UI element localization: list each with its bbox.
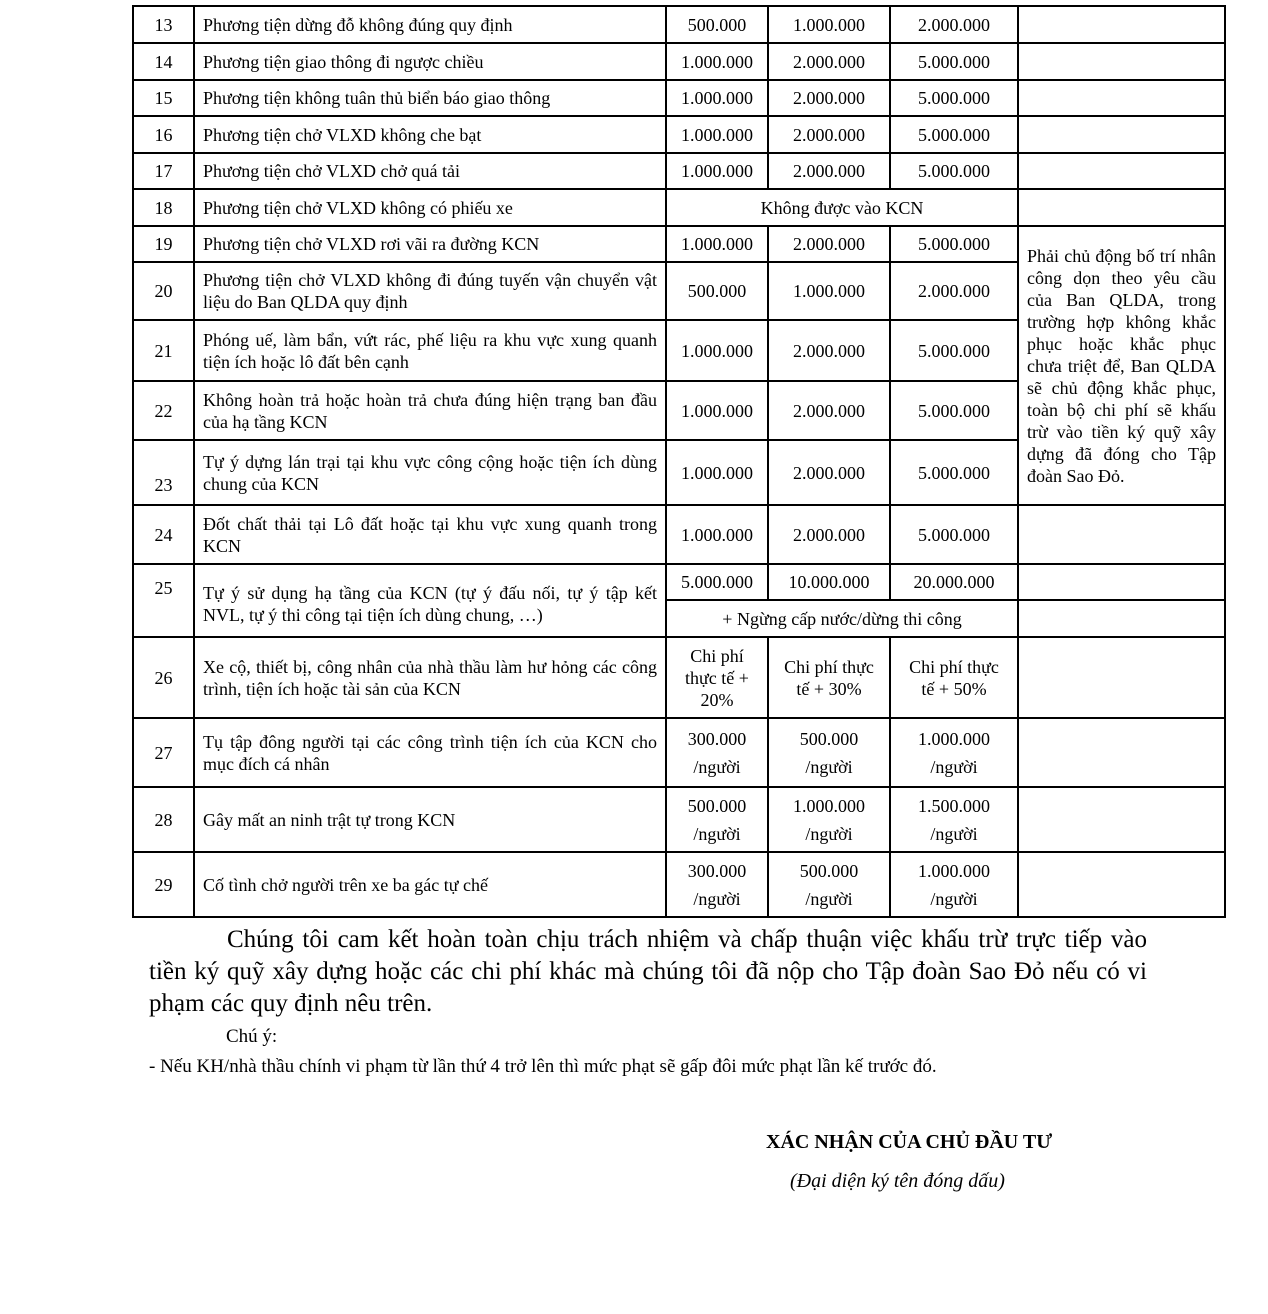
row-number: 19 [133, 226, 194, 262]
violation-description: Tụ tập đông người tại các công trình tiện ích của KCN cho mục đích cá nhân [194, 718, 666, 787]
note-cell-empty [1018, 505, 1225, 564]
note-cell-empty [1018, 43, 1225, 80]
fine-amount: 500.000 [799, 728, 859, 749]
fine-second: 2.000.000 [768, 505, 890, 564]
fine-third: 5.000.000 [890, 320, 1018, 381]
violation-description: Tự ý dựng lán trại tại khu vực công cộng hoặc tiện ích dùng chung của KCN [194, 440, 666, 505]
violation-description: Phương tiện chở VLXD rơi vãi ra đường KCN [194, 226, 666, 262]
table-row [133, 6, 1225, 43]
fine-merged: Không được vào KCN [666, 189, 1018, 226]
fine-third: 20.000.000 [890, 564, 1018, 600]
row-number: 25 [133, 564, 194, 637]
fine-second [768, 637, 890, 718]
note-label: Chú ý: [226, 1026, 278, 1047]
row-number: 29 [133, 852, 194, 917]
fine-third: 5.000.000 [890, 226, 1018, 262]
fine-unit: /người [805, 823, 853, 844]
fine-third: 5.000.000 [890, 43, 1018, 80]
fine-third: 2.000.000 [890, 6, 1018, 43]
fine-amount: 300.000 [687, 728, 747, 749]
fine-second: 2.000.000 [768, 440, 890, 505]
note-cell-empty [1018, 6, 1225, 43]
fine-third: 5.000.000 [890, 505, 1018, 564]
violation-description: Đốt chất thải tại Lô đất hoặc tại khu vực xung quanh trong KCN [194, 505, 666, 564]
fine-amount: 500.000 [799, 860, 859, 881]
fine-first: 1.000.000 [666, 43, 768, 80]
fine-second: 1.000.000 [768, 6, 890, 43]
fine-first: 1.000.000 [666, 116, 768, 153]
fine-second: 10.000.000 [768, 564, 890, 600]
fine-unit: /người [930, 888, 978, 909]
note-cell-empty [1018, 600, 1225, 637]
table-row [133, 153, 1225, 189]
fine-second [768, 852, 890, 917]
table-row [133, 80, 1225, 116]
fine-unit: /người [693, 888, 741, 909]
fine-third [890, 718, 1018, 787]
note-cell-empty [1018, 787, 1225, 852]
note-cell-empty [1018, 637, 1225, 718]
note-cell-empty [1018, 153, 1225, 189]
row-number: 22 [133, 381, 194, 440]
fine-first: 1.000.000 [666, 440, 768, 505]
fine-third [890, 637, 1018, 718]
fine-third [890, 787, 1018, 852]
commitment-paragraph: Chúng tôi cam kết hoàn toàn chịu trách nhiệm và chấp thuận việc khấu trừ trực tiếp vào tiền ký quỹ xây dựng hoặc các chi phí khác mà chúng tôi đã nộp cho Tập đoàn Sao Đỏ nếu có vi phạm các quy định nêu trên. [149, 926, 1147, 1017]
violation-description: Phương tiện chở VLXD không đi đúng tuyến vận chuyển vật liệu do Ban QLDA quy định [194, 262, 666, 320]
fine-second-line-2: tế + 30% [796, 678, 862, 699]
fine-first [666, 852, 768, 917]
violation-description: Tự ý sử dụng hạ tầng của KCN (tự ý đấu nối, tự ý tập kết NVL, tự ý thi công tại tiện ích dùng chung, …) [194, 564, 666, 637]
note-cell-empty [1018, 80, 1225, 116]
fine-second: 2.000.000 [768, 116, 890, 153]
fine-second: 2.000.000 [768, 153, 890, 189]
table-row [133, 505, 1225, 564]
fine-amount: 1.000.000 [793, 795, 865, 816]
fine-amount: 500.000 [687, 795, 747, 816]
violation-description: Gây mất an ninh trật tự trong KCN [194, 787, 666, 852]
fine-first [666, 787, 768, 852]
row-number: 18 [133, 189, 194, 226]
fine-first [666, 637, 768, 718]
fine-first: 1.000.000 [666, 320, 768, 381]
fine-first: 500.000 [666, 262, 768, 320]
row-number: 20 [133, 262, 194, 320]
note-cell-empty [1018, 718, 1225, 787]
table-row [133, 43, 1225, 80]
fine-first: 1.000.000 [666, 505, 768, 564]
fine-second [768, 787, 890, 852]
fine-unit: /người [805, 888, 853, 909]
fine-unit: /người [930, 823, 978, 844]
note-text: - Nếu KH/nhà thầu chính vi phạm từ lần thứ 4 trở lên thì mức phạt sẽ gấp đôi mức phạt lần kế trước đó. [149, 1056, 937, 1077]
fine-second: 2.000.000 [768, 320, 890, 381]
violation-description: Phương tiện chở VLXD không có phiếu xe [194, 189, 666, 226]
signature-subtitle: (Đại diện ký tên đóng dấu) [790, 1170, 1005, 1192]
fine-third: 5.000.000 [890, 80, 1018, 116]
fine-first-line-3: 20% [700, 689, 734, 710]
violation-description: Phương tiện chở VLXD chở quá tải [194, 153, 666, 189]
fine-third: 5.000.000 [890, 116, 1018, 153]
note-cell-empty [1018, 564, 1225, 600]
fine-amount: 1.500.000 [918, 795, 990, 816]
fine-third [890, 852, 1018, 917]
table-row [133, 226, 1225, 262]
row-number: 17 [133, 153, 194, 189]
fine-unit: /người [693, 756, 741, 777]
note-cell-empty [1018, 852, 1225, 917]
fine-unit: /người [805, 756, 853, 777]
remediation-note: Phải chủ động bố trí nhân công dọn theo yêu cầu của Ban QLDA, trong trường hợp không khắc phục hoặc khắc phục chưa triệt để, Ban QLDA sẽ chủ động khắc phục, toàn bộ chi phí sẽ khấu trừ vào tiền ký quỹ xây dựng đã đóng cho Tập đoàn Sao Đỏ. [1018, 226, 1225, 505]
fine-first [666, 718, 768, 787]
fine-third-line-2: tế + 50% [921, 678, 987, 699]
violation-description: Phương tiện dừng đỗ không đúng quy định [194, 6, 666, 43]
table-row [133, 637, 1225, 718]
row-number: 13 [133, 6, 194, 43]
fine-first-line-1: Chi phí [690, 645, 744, 666]
row-number: 14 [133, 43, 194, 80]
table-row [133, 116, 1225, 153]
row-number: 24 [133, 505, 194, 564]
row-number: 26 [133, 637, 194, 718]
fine-amount: 1.000.000 [918, 860, 990, 881]
row-number: 15 [133, 80, 194, 116]
fine-third: 5.000.000 [890, 153, 1018, 189]
violation-description: Xe cộ, thiết bị, công nhân của nhà thầu làm hư hỏng các công trình, tiện ích hoặc tài sản của KCN [194, 637, 666, 718]
fine-amount: 300.000 [687, 860, 747, 881]
note-cell-empty [1018, 116, 1225, 153]
row-number: 21 [133, 320, 194, 381]
table-row [133, 852, 1225, 917]
fine-unit: /người [930, 756, 978, 777]
fine-third: 2.000.000 [890, 262, 1018, 320]
additional-penalty: + Ngừng cấp nước/dừng thi công [666, 600, 1018, 637]
violation-description: Phương tiện chở VLXD không che bạt [194, 116, 666, 153]
fine-first: 1.000.000 [666, 226, 768, 262]
fines-table [132, 5, 1226, 918]
fine-second [768, 718, 890, 787]
fine-second: 2.000.000 [768, 43, 890, 80]
violation-description: Phương tiện không tuân thủ biển báo giao thông [194, 80, 666, 116]
violation-description: Cố tình chở người trên xe ba gác tự chế [194, 852, 666, 917]
table-row [133, 787, 1225, 852]
violation-description: Không hoàn trả hoặc hoàn trả chưa đúng hiện trạng ban đầu của hạ tầng KCN [194, 381, 666, 440]
row-number: 16 [133, 116, 194, 153]
fine-first: 500.000 [666, 6, 768, 43]
fine-first: 1.000.000 [666, 80, 768, 116]
violation-description: Phóng uế, làm bẩn, vứt rác, phế liệu ra khu vực xung quanh tiện ích hoặc lô đất bên cạnh [194, 320, 666, 381]
note-cell-empty [1018, 189, 1225, 226]
fine-second: 2.000.000 [768, 381, 890, 440]
signature-title: XÁC NHẬN CỦA CHỦ ĐẦU TƯ [766, 1131, 1053, 1153]
fine-third-line-1: Chi phí thực [909, 656, 999, 677]
table-row [133, 564, 1225, 600]
fine-second-line-1: Chi phí thực [784, 656, 874, 677]
fine-second: 1.000.000 [768, 262, 890, 320]
fine-unit: /người [693, 823, 741, 844]
fine-first: 1.000.000 [666, 153, 768, 189]
fine-first: 1.000.000 [666, 381, 768, 440]
row-number: 23 [133, 440, 194, 505]
table-row [133, 718, 1225, 787]
fine-first: 5.000.000 [666, 564, 768, 600]
fine-second: 2.000.000 [768, 226, 890, 262]
table-row [133, 189, 1225, 226]
row-number: 28 [133, 787, 194, 852]
fine-third: 5.000.000 [890, 381, 1018, 440]
violation-description: Phương tiện giao thông đi ngược chiều [194, 43, 666, 80]
fine-third: 5.000.000 [890, 440, 1018, 505]
row-number: 27 [133, 718, 194, 787]
fine-second: 2.000.000 [768, 80, 890, 116]
fine-first-line-2: thực tế + [685, 667, 749, 688]
fine-amount: 1.000.000 [918, 728, 990, 749]
